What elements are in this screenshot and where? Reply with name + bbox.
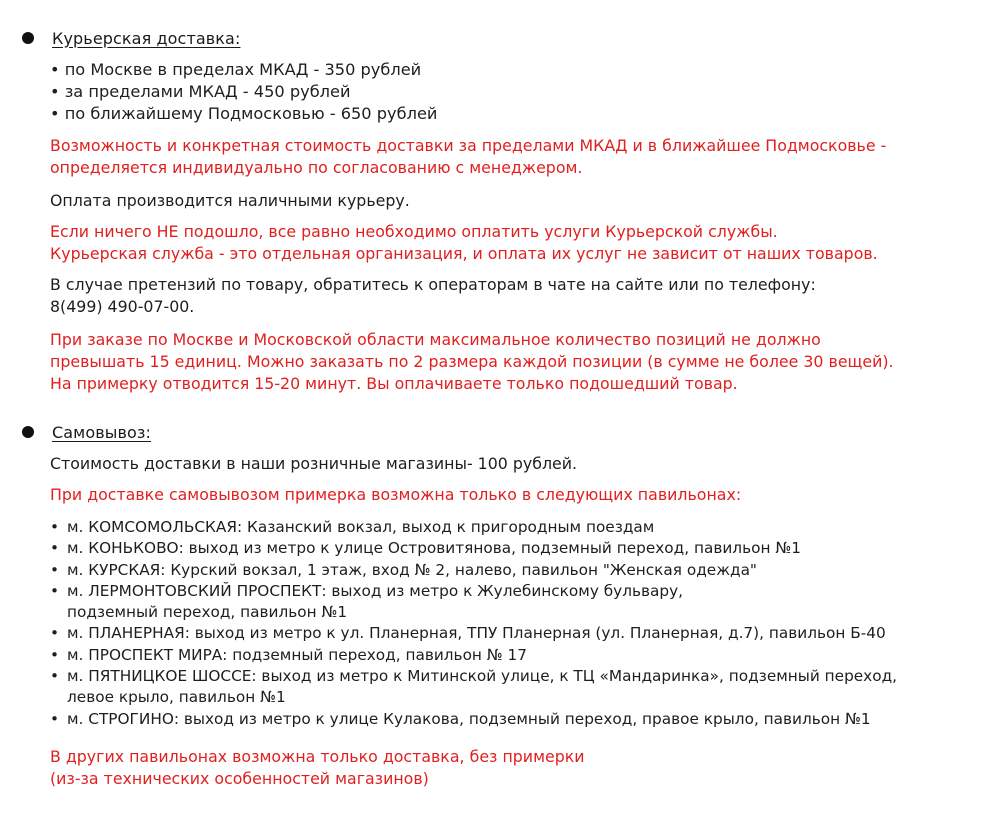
price-item-moscow: • по Москве в пределах МКАД - 350 рублей [50,60,422,79]
list-item [50,517,980,538]
list-item [50,709,980,730]
service-note-line: Если ничего НЕ подошло, все равно необходимо оплатить услуги Курьерской службы. [50,222,778,241]
fitting-note-text: При доставке самовывозом примерка возможна только в следующих павильонах: [50,485,742,504]
courier-cost-note [50,135,970,179]
pavilion-text: м. КОНЬКОВО: выход из метро к улице Островитянова, подземный переход, павильон №1 [67,539,801,558]
pavilion-text-continued: левое крыло, павильон №1 [67,688,286,707]
pavilion-text: м. КОМСОМОЛЬСКАЯ: Казанский вокзал, выход к пригородным поездам [67,518,655,536]
pickup-fitting-note [50,484,970,506]
section-bullet-icon [22,426,34,438]
pickup-section-header [22,421,151,443]
pavilion-text: м. КУРСКАЯ: Курский вокзал, 1 этаж, вход № 2, налево, павильон "Женская одежда" [67,560,757,579]
other-note-line: В других павильонах возможна только доставка, без примерки [50,747,585,766]
claims-text: В случае претензий по товару, обратитесь к операторам в чате на сайте или по телефону: [50,275,816,294]
list-bullet-icon: • [50,518,60,536]
limits-note-line: На примерку отводится 15-20 минут. Вы оплачиваете только подошедший товар. [50,374,738,393]
other-pavilions-note [50,746,970,790]
other-note-line: (из-за технических особенностей магазинов) [50,769,429,788]
pavilion-text: м. ПЛАНЕРНАЯ: выход из метро к ул. Планерная, ТПУ Планерная (ул. Планерная, д.7), павильон Б-40 [67,624,886,643]
list-bullet-icon: • [50,645,60,664]
limits-note-line: превышать 15 единиц. Можно заказать по 2 размера каждой позиции (в сумме не более 30 вещей). [50,352,894,371]
cost-note-line: определяется индивидуально по согласованию с менеджером. [50,158,583,177]
claims-note [50,274,970,318]
price-item-outside-mkad: • за пределами МКАД - 450 рублей [50,82,351,101]
price-item-moscow-region: • по ближайшему Подмосковью - 650 рублей [50,104,438,123]
service-note-line: Курьерская служба - это отдельная организация, и оплата их услуг не зависит от наших товаров. [50,244,878,263]
pickup-cost-text: Стоимость доставки в наши розничные магазины- 100 рублей. [50,454,578,473]
cost-note-line: Возможность и конкретная стоимость доставки за пределами МКАД и в ближайшее Подмосковье - [50,136,887,155]
pavilion-text: м. ПЯТНИЦКОЕ ШОССЕ: выход из метро к Митинской улице, к ТЦ «Мандаринка», подземный переход, [67,667,898,686]
list-bullet-icon: • [50,624,60,643]
phone-number: 8(499) 490-07-00. [50,297,195,316]
pavilion-text: м. ПРОСПЕКТ МИРА: подземный переход, павильон № 17 [67,645,528,664]
order-limits-note [50,329,970,395]
courier-service-note [50,221,970,265]
pickup-cost [50,453,970,475]
list-item [50,581,980,624]
list-bullet-icon: • [50,539,60,558]
list-bullet-icon: • [50,560,60,579]
payment-note [50,190,970,212]
limits-note-line: При заказе по Москве и Московской области максимальное количество позиций не должно [50,330,821,349]
courier-price-list [50,59,970,125]
list-item [50,666,980,709]
list-item [50,538,980,559]
list-item [50,560,980,581]
pavilion-text: м. ЛЕРМОНТОВСКИЙ ПРОСПЕКТ: выход из метро к Жулебинскому бульвару, [67,581,684,600]
pavilion-list [50,517,980,730]
courier-section-header [22,27,240,49]
courier-section-title: Курьерская доставка: [52,28,241,48]
pavilion-text-continued: подземный переход, павильон №1 [67,603,348,622]
pickup-section-title: Самовывоз: [52,422,152,442]
list-bullet-icon: • [50,667,60,686]
payment-text: Оплата производится наличными курьеру. [50,191,410,210]
list-bullet-icon: • [50,709,60,728]
list-item [50,645,980,666]
pavilion-text: м. СТРОГИНО: выход из метро к улице Кулакова, подземный переход, правое крыло, павильон №1 [67,709,871,728]
list-item [50,623,980,644]
list-bullet-icon: • [50,581,60,600]
section-bullet-icon [22,32,34,44]
